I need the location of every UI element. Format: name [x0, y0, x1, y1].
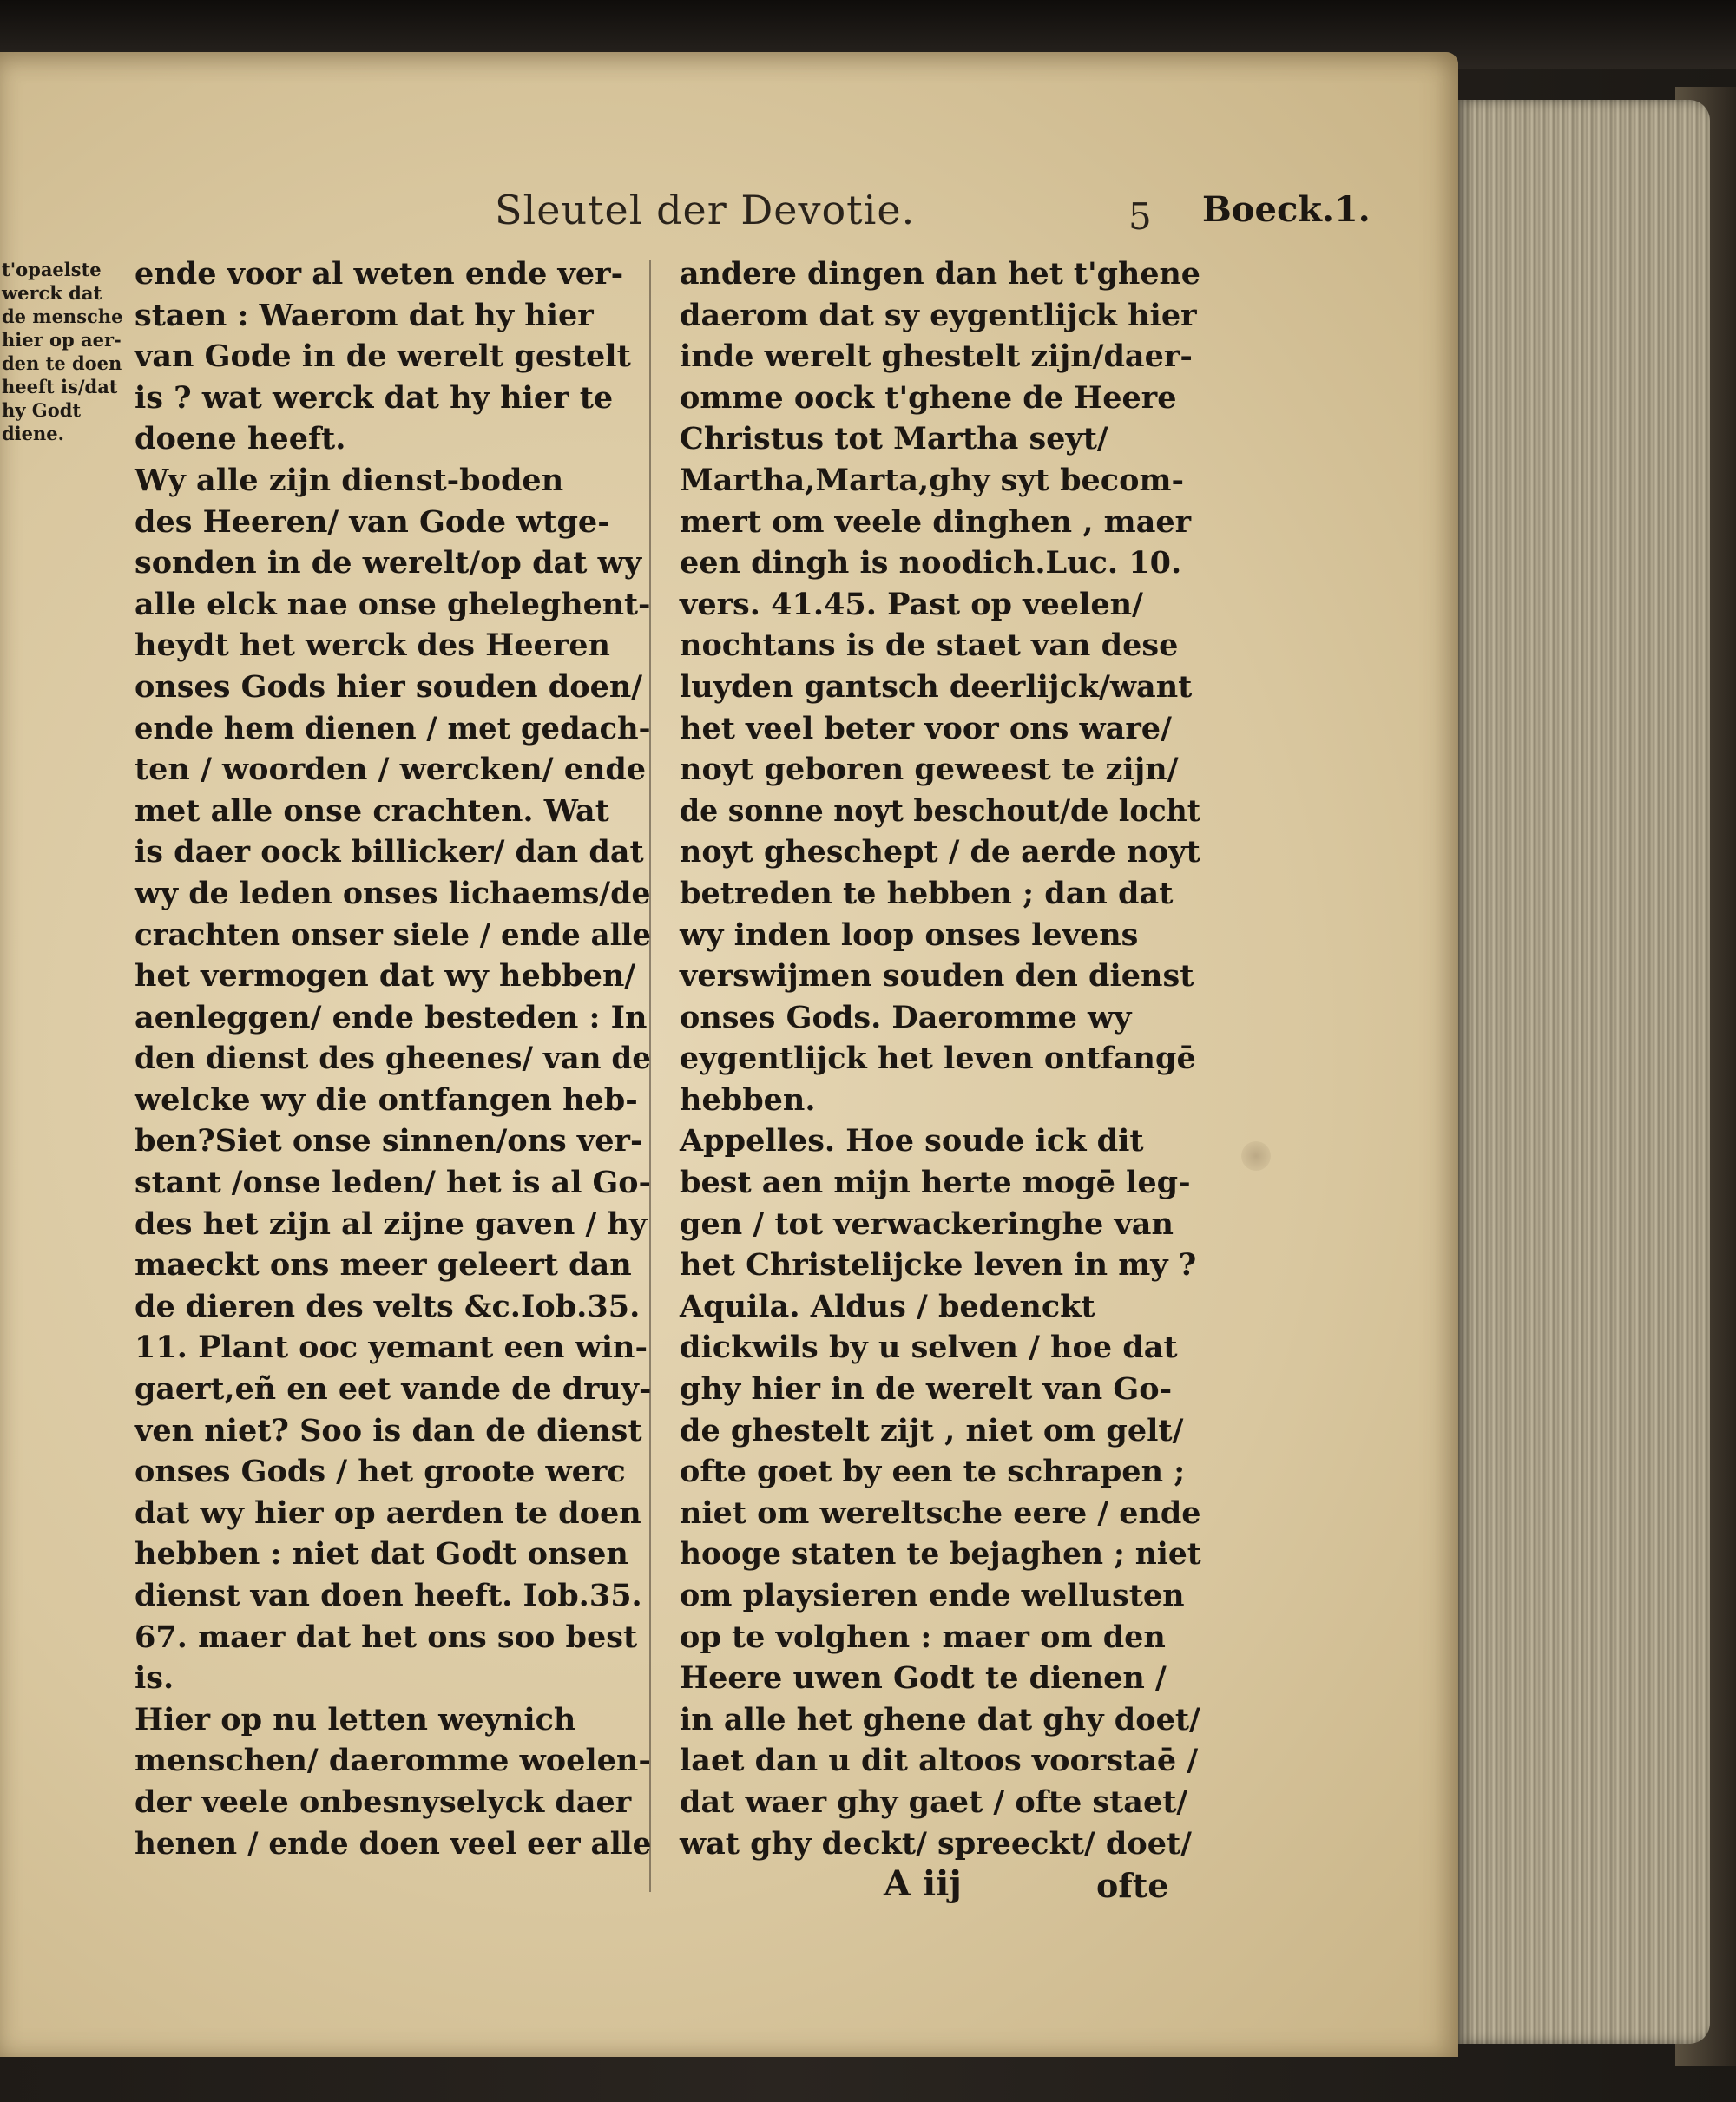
left-col-line: staen : Waerom dat hy hier	[135, 297, 594, 333]
left-col-line: is daer oock billicker/ dan dat	[135, 834, 644, 870]
right-col-line: ofte goet by een te schrapen ;	[680, 1454, 1186, 1490]
right-col-line: wat ghy deckt/ spreeckt/ doet/	[680, 1825, 1192, 1862]
margin-note-line: diene.	[2, 423, 64, 444]
right-col-line: best aen mijn herte mogē leg-	[680, 1165, 1191, 1201]
left-col-line: hebben : niet dat Godt onsen	[135, 1536, 628, 1573]
right-col-line: Appelles. Hoe soude ick dit	[680, 1123, 1144, 1159]
right-col-line: onses Gods. Daeromme wy	[680, 999, 1132, 1035]
paper-stain	[1241, 1141, 1271, 1171]
margin-note-line: werck dat	[2, 282, 102, 304]
left-col-line: doene heeft.	[135, 421, 346, 457]
right-col-line: andere dingen dan het t'ghene	[680, 256, 1200, 292]
margin-note-line: t'opaelste	[2, 259, 102, 280]
margin-note-line: hier op aer-	[2, 329, 122, 351]
right-col-line: daerom dat sy eygentlijck hier	[680, 297, 1197, 333]
left-col-line: aenleggen/ ende besteden : In	[135, 999, 648, 1035]
signature-mark: A iij	[884, 1863, 962, 1904]
right-col-line: Aquila. Aldus / bedenckt	[680, 1288, 1095, 1324]
left-col-line: gaert,eñ en eet vande de druy-	[135, 1371, 652, 1408]
left-col-line: de dieren des velts &c.Iob.35.	[135, 1288, 641, 1324]
right-col-line: noyt geboren geweest te zijn/	[680, 752, 1179, 788]
left-col-line: der veele onbesnyselyck daer	[135, 1783, 632, 1820]
left-col-line: des het zijn al zijne gaven / hy	[135, 1205, 648, 1242]
margin-note-line: den te doen	[2, 352, 122, 374]
left-col-line: welcke wy die ontfangen heb-	[135, 1081, 638, 1118]
left-col-line: stant /onse leden/ het is al Go-	[135, 1165, 651, 1201]
right-col-line: verswijmen souden den dienst	[680, 958, 1194, 995]
left-col-line: Wy alle zijn dienst-boden	[135, 462, 564, 498]
margin-note-line: de mensche	[2, 305, 123, 327]
left-col-line: Hier op nu letten weynich	[135, 1701, 576, 1737]
right-col-line: dat waer ghy gaet / ofte staet/	[680, 1783, 1188, 1820]
left-col-line: ende voor al weten ende ver-	[135, 256, 624, 292]
right-col-line: betreden te hebben ; dan dat	[680, 875, 1174, 911]
right-col-line: hooge staten te bejaghen ; niet	[680, 1536, 1201, 1573]
left-col-line: des Heeren/ van Gode wtge-	[135, 503, 610, 540]
right-col-line: gen / tot verwackeringhe van	[680, 1205, 1174, 1242]
left-col-line: van Gode in de werelt gestelt	[135, 338, 631, 375]
right-col-line: Christus tot Martha seyt/	[680, 421, 1108, 457]
right-col-line: de sonne noyt beschout/de locht	[680, 792, 1201, 829]
left-col-line: crachten onser siele / ende alle	[135, 916, 652, 953]
right-col-line: dickwils by u selven / hoe dat	[680, 1330, 1178, 1366]
right-col-line: ghy hier in de werelt van Go-	[680, 1371, 1173, 1408]
left-col-line: ben?Siet onse sinnen/ons ver-	[135, 1123, 643, 1159]
right-col-line: omme oock t'ghene de Heere	[680, 379, 1177, 416]
right-col-line: eygentlijck het leven ontfangē	[680, 1041, 1196, 1077]
right-column	[680, 253, 1200, 1864]
left-col-line: henen / ende doen veel eer alle	[135, 1825, 652, 1862]
right-col-line: inde werelt ghestelt zijn/daer-	[680, 338, 1193, 375]
right-col-line: Heere uwen Godt te dienen /	[680, 1660, 1167, 1697]
running-title: Sleutel der Devotie.	[495, 187, 916, 233]
left-col-line: den dienst des gheenes/ van de	[135, 1041, 651, 1077]
left-col-line: ten / woorden / wercken/ ende	[135, 752, 647, 788]
left-col-line: sonden in de werelt/op dat wy	[135, 545, 642, 581]
catchword: ofte	[1096, 1866, 1169, 1905]
left-col-line: met alle onse crachten. Wat	[135, 792, 609, 829]
right-col-line: in alle het ghene dat ghy doet/	[680, 1701, 1200, 1737]
left-col-line: maeckt ons meer geleert dan	[135, 1247, 632, 1284]
left-col-line: is.	[135, 1660, 174, 1697]
right-col-line: mert om veele dinghen , maer	[680, 503, 1192, 540]
left-col-line: wy de leden onses lichaems/de	[135, 875, 651, 911]
page-number: 5	[1128, 195, 1152, 238]
right-col-line: het Christelijcke leven in my ?	[680, 1247, 1197, 1284]
margin-note	[2, 258, 132, 445]
left-col-line: dat wy hier op aerden te doen	[135, 1494, 641, 1531]
left-col-line: onses Gods hier souden doen/	[135, 668, 643, 705]
right-col-line: om playsieren ende wellusten	[680, 1578, 1185, 1613]
left-col-line: menschen/ daeromme woelen-	[135, 1743, 651, 1779]
margin-note-line: heeft is/dat	[2, 376, 118, 397]
right-col-line: nochtans is de staet van dese	[680, 627, 1179, 664]
margin-note-line: hy Godt	[2, 399, 82, 421]
left-col-line: ven niet? Soo is dan de dienst	[135, 1412, 642, 1448]
right-col-line: op te volghen : maer om den	[680, 1619, 1166, 1655]
right-col-line: Martha,Marta,ghy syt becom-	[680, 462, 1185, 498]
left-col-line: is ? wat werck dat hy hier te	[135, 379, 614, 416]
right-col-line: vers. 41.45. Past op veelen/	[680, 586, 1143, 622]
right-col-line: het veel beter voor ons ware/	[680, 710, 1172, 746]
left-col-line: het vermogen dat wy hebben/	[135, 958, 636, 995]
left-col-line: heydt het werck des Heeren	[135, 627, 610, 664]
left-col-line: alle elck nae onse gheleghent-	[135, 586, 651, 622]
left-column	[135, 253, 651, 1864]
left-col-line: onses Gods / het groote werc	[135, 1454, 626, 1490]
book-heading: Boeck.1.	[1202, 189, 1371, 230]
left-col-line: ende hem dienen / met gedach-	[135, 710, 651, 746]
right-col-line: noyt gheschept / de aerde noyt	[680, 834, 1200, 870]
page-edges	[1458, 100, 1710, 2044]
right-col-line: wy inden loop onses levens	[680, 916, 1139, 953]
right-col-line: luyden gantsch deerlijck/want	[680, 668, 1193, 705]
right-col-line: de ghestelt zijt , niet om gelt/	[680, 1412, 1184, 1448]
right-col-line: een dingh is noodich.Luc. 10.	[680, 545, 1182, 581]
right-col-line: laet dan u dit altoos voorstaē /	[680, 1743, 1199, 1779]
right-col-line: niet om wereltsche eere / ende	[680, 1494, 1201, 1531]
left-col-line: 11. Plant ooc yemant een win-	[135, 1330, 648, 1366]
right-col-line: hebben.	[680, 1081, 816, 1118]
left-col-line: 67. maer dat het ons soo best	[135, 1619, 638, 1655]
left-col-line: dienst van doen heeft. Iob.35.	[135, 1578, 642, 1613]
